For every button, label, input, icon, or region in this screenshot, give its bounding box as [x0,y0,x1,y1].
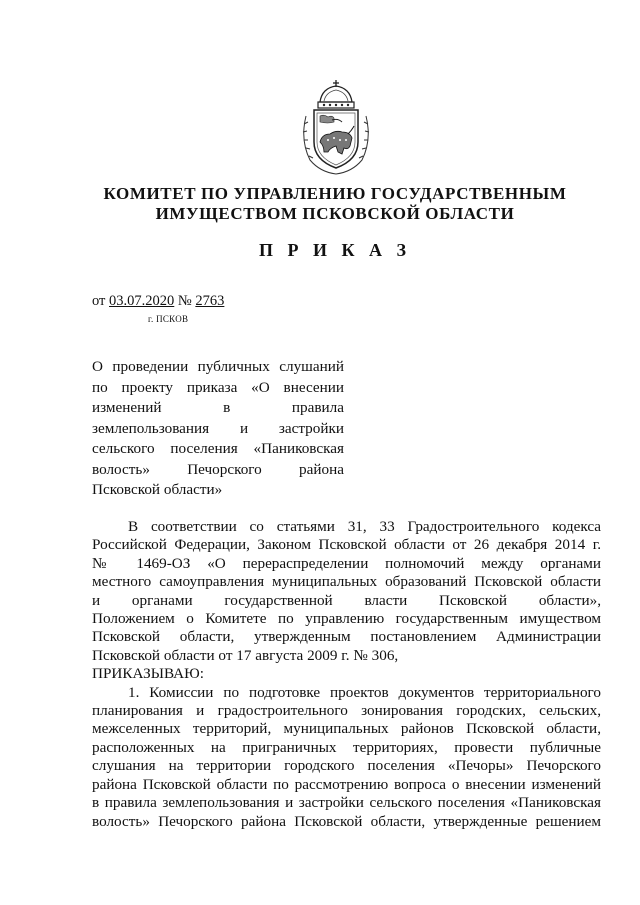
subject-line: Псковской области» [92,481,223,498]
body-line: расположенных на приграничных территориях, провести публичные [92,738,601,756]
body-line: волость» Печорского района Псковской области, утвержденные решением [92,812,601,830]
body-line: Псковской области, утвержденным постановлением Администрации [92,628,601,646]
document-type-title: П Р И К А З [258,240,412,260]
document-number: 2763 [195,293,225,309]
body-line: в правила землепользования и застройки сельского поселения «Паниковская [92,794,601,812]
subject-line: волость» Печорского района [92,460,344,478]
body-line: района Псковской области по рассмотрению вопроса о внесении изменений [92,775,601,793]
subject-line: изменений в правила [92,399,344,416]
body-line: В соответствии со статьями 31, 33 Градостроительного кодекса [128,518,601,535]
organization-name-line-1: КОМИТЕТ ПО УПРАВЛЕНИЮ ГОСУДАРСТВЕННЫМ [103,184,567,203]
date-prefix: от [92,293,110,309]
number-sign: № [174,293,196,309]
order-keyword: ПРИКАЗЫВАЮ: [92,665,204,683]
document-date: 03.07.2020 [109,293,175,309]
document-city: г. ПСКОВ [148,314,189,324]
subject-block [92,357,344,501]
document-date-number [92,293,224,310]
body-line: планирования и градостроительного зонирования городских, сельских, [92,702,601,720]
body-line: местного самоуправления муниципальных образований Псковской области [92,573,601,591]
subject-line: О проведении публичных слушаний [92,358,344,375]
body-line: Российской Федерации, Законом Псковской области от 26 декабря 2014 г. [92,536,601,554]
body-line: 1. Комиссии по подготовке проектов документов территориального [128,683,601,701]
subject-line: по проекту приказа «О внесении [92,378,344,396]
body-line: № 1469-ОЗ «О перераспределении полномочий между органами [92,554,601,572]
body-line: Положением о Комитете по управлению государственным имуществом [92,610,601,628]
body-line: Псковской области от 17 августа 2009 г. № 306, [92,646,399,664]
organization-name-line-2: ИМУЩЕСТВОМ ПСКОВСКОЙ ОБЛАСТИ [155,204,515,223]
pskov-oblast-coat-of-arms-icon [298,80,374,176]
body-line: межселенных территорий, муниципальных районов Псковской области, [92,720,601,738]
body-line: слушания на территории городского поселения «Печоры» Печорского [92,757,601,775]
subject-line: сельского поселения «Паниковская [92,440,344,457]
body-line: и органами государственной власти Псковской области», [92,591,601,609]
subject-line: землепользования и застройки [92,419,344,437]
body-text [92,518,601,831]
